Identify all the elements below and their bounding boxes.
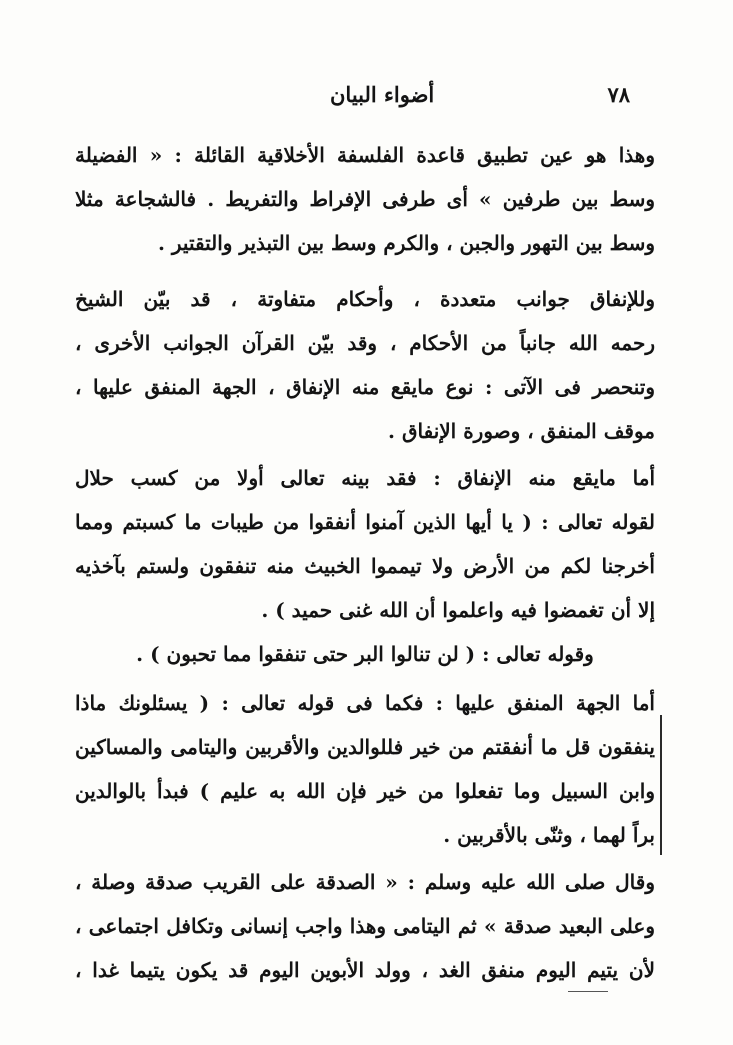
paragraph-recipients bbox=[75, 681, 655, 857]
paragraph-verse-birr bbox=[75, 632, 655, 676]
text-line: لأن يتيم اليوم منفق الغد ، وولد الأبوين اليوم قد يكون يتيما غدا ، bbox=[75, 958, 655, 982]
text-line: وقوله تعالى : ( لن تنالوا البر حتى تنفقوا مما تحبون ) . bbox=[136, 642, 594, 666]
paragraph-hadith bbox=[75, 860, 655, 992]
running-title: أضواء البيان bbox=[330, 82, 435, 107]
page-number: ٧٨ bbox=[607, 82, 630, 107]
text-line: وابن السبيل وما تفعلوا من خير فإن الله به عليم ) فبدأ بالوالدين bbox=[75, 779, 655, 803]
text-line: وسط بين التهور والجبن ، والكرم وسط بين التبذير والتقتير . bbox=[157, 231, 655, 255]
paragraph-spending-aspects bbox=[75, 277, 655, 453]
text-line: وهذا هو عين تطبيق قاعدة الفلسفة الأخلاقية القائلة : « الفضيلة bbox=[75, 143, 655, 167]
page-header bbox=[330, 82, 630, 118]
text-line: براً لهما ، وثنّى بالأقربين . bbox=[443, 823, 655, 847]
text-line: موقف المنفق ، وصورة الإنفاق . bbox=[388, 419, 655, 443]
text-line: ينفقون قل ما أنفقتم من خير فللوالدين والأقربين واليتامى والمساكين bbox=[75, 735, 655, 759]
text-line: أما مايقع منه الإنفاق : فقد بينه تعالى أولا من كسب حلال bbox=[75, 466, 655, 490]
text-line: أخرجنا لكم من الأرض ولا تيمموا الخبيث منه تنفقون ولستم بآخذيه bbox=[75, 554, 655, 578]
text-line: وسط بين طرفين » أى طرفى الإفراط والتفريط . فالشجاعة مثلا bbox=[75, 187, 655, 211]
text-line: إلا أن تغمضوا فيه واعلموا أن الله غنى حميد ) . bbox=[261, 598, 655, 622]
text-line: وعلى البعيد صدقة » ثم اليتامى وهذا واجب إنسانى وتكافل اجتماعى ، bbox=[75, 914, 655, 938]
text-line: رحمه الله جانباً من الأحكام ، وقد بيّن القرآن الجوانب الأخرى ، bbox=[75, 331, 655, 355]
paragraph-moderation bbox=[75, 133, 655, 265]
text-line: وللإنفاق جوانب متعددة ، وأحكام متفاوتة ، قد بيّن الشيخ bbox=[75, 287, 655, 311]
paragraph-source-of-spending bbox=[75, 456, 655, 632]
text-line: لقوله تعالى : ( يا أيها الذين آمنوا أنفقوا من طيبات ما كسبتم ومما bbox=[75, 510, 655, 534]
footer-rule bbox=[568, 991, 608, 992]
text-line: وتنحصر فى الآتى : نوع مايقع منه الإنفاق ، الجهة المنفق عليها ، bbox=[75, 375, 655, 399]
margin-rule bbox=[660, 715, 662, 855]
text-line: أما الجهة المنفق عليها : فكما فى قوله تعالى : ( يسئلونك ماذا bbox=[75, 691, 655, 715]
text-line: وقال صلى الله عليه وسلم : « الصدقة على القريب صدقة وصلة ، bbox=[75, 870, 655, 894]
